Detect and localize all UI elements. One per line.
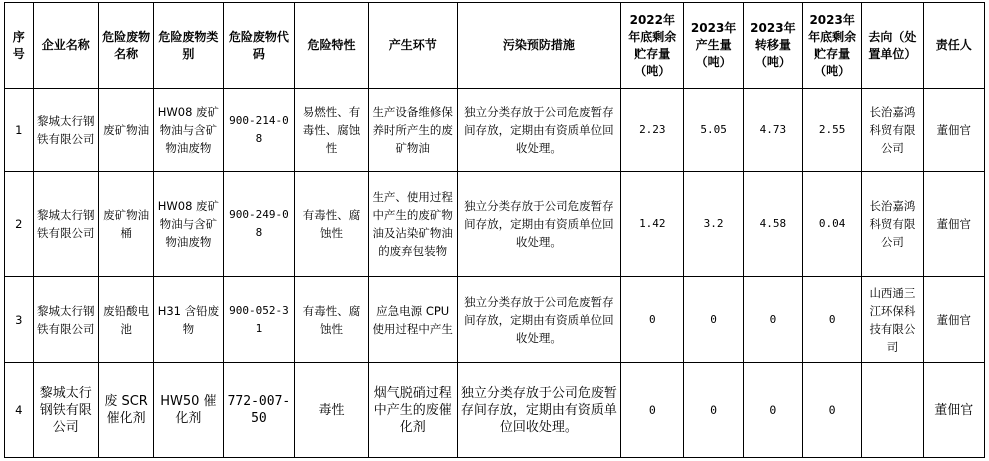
header-prevention: 污染预防措施 [457, 3, 621, 89]
header-waste-name: 危险废物名称 [99, 3, 154, 89]
header-produced-2023: 2023年产生量（吨） [684, 3, 743, 89]
cell-prevention: 独立分类存放于公司危废暂存间存放，定期由有资质单位回收处理。 [457, 277, 621, 363]
cell-hazard: 有毒性、腐蚀性 [295, 277, 369, 363]
cell-prevention: 独立分类存放于公司危废暂存间存放，定期由有资质单位回收处理。 [457, 363, 621, 458]
cell-waste-code: 900-214-08 [223, 89, 295, 172]
table-row [5, 172, 985, 277]
cell-destination [862, 363, 923, 458]
cell-responsible: 董佃官 [923, 277, 984, 363]
cell-destination: 山西通三江环保科技有限公司 [862, 277, 923, 363]
cell-seq: 4 [5, 363, 34, 458]
cell-source: 应急电源 CPU 使用过程中产生 [368, 277, 457, 363]
header-stock-2023: 2023年年底剩余贮存量（吨） [803, 3, 862, 89]
cell-waste-code: 772-007-50 [223, 363, 295, 458]
table-row [5, 277, 985, 363]
cell-prevention: 独立分类存放于公司危废暂存间存放，定期由有资质单位回收处理。 [457, 172, 621, 277]
cell-stock-2023: 2.55 [803, 89, 862, 172]
cell-company: 黎城太行钢铁有限公司 [33, 277, 98, 363]
cell-produced-2023: 0 [684, 363, 743, 458]
cell-stock-2023: 0 [803, 277, 862, 363]
cell-waste-name: 废铅酸电池 [99, 277, 154, 363]
cell-stock-2022: 0 [621, 277, 684, 363]
cell-destination: 长治嘉鸿科贸有限公司 [862, 172, 923, 277]
cell-source: 生产设备维修保养时所产生的废矿物油 [368, 89, 457, 172]
header-seq: 序号 [5, 3, 34, 89]
header-stock-2022: 2022年年底剩余贮存量（吨） [621, 3, 684, 89]
cell-responsible: 董佃官 [923, 89, 984, 172]
cell-produced-2023: 0 [684, 277, 743, 363]
cell-source: 生产、使用过程中产生的废矿物油及沾染矿物油的废弃包装物 [368, 172, 457, 277]
cell-transferred-2023: 0 [743, 363, 802, 458]
cell-transferred-2023: 4.58 [743, 172, 802, 277]
cell-source: 烟气脱硝过程中产生的废催化剂 [368, 363, 457, 458]
cell-produced-2023: 3.2 [684, 172, 743, 277]
cell-waste-category: HW08 废矿物油与含矿物油废物 [154, 89, 223, 172]
cell-waste-category: HW08 废矿物油与含矿物油废物 [154, 172, 223, 277]
cell-company: 黎城太行钢铁有限公司 [33, 363, 98, 458]
table-row [5, 89, 985, 172]
cell-waste-name: 废矿物油 [99, 89, 154, 172]
cell-hazard: 易燃性、有毒性、腐蚀性 [295, 89, 369, 172]
cell-stock-2022: 1.42 [621, 172, 684, 277]
cell-destination: 长治嘉鸿科贸有限公司 [862, 89, 923, 172]
header-transferred-2023: 2023年转移量（吨） [743, 3, 802, 89]
header-row [5, 3, 985, 89]
cell-responsible: 董佃官 [923, 172, 984, 277]
table-row [5, 363, 985, 458]
cell-stock-2022: 0 [621, 363, 684, 458]
header-waste-code: 危险废物代码 [223, 3, 295, 89]
cell-responsible: 董佃官 [923, 363, 984, 458]
header-source: 产生环节 [368, 3, 457, 89]
header-hazard: 危险特性 [295, 3, 369, 89]
cell-waste-name: 废 SCR 催化剂 [99, 363, 154, 458]
header-destination: 去向（处置单位） [862, 3, 923, 89]
cell-seq: 3 [5, 277, 34, 363]
cell-stock-2022: 2.23 [621, 89, 684, 172]
cell-waste-code: 900-249-08 [223, 172, 295, 277]
cell-stock-2023: 0.04 [803, 172, 862, 277]
cell-transferred-2023: 0 [743, 277, 802, 363]
cell-hazard: 有毒性、腐蚀性 [295, 172, 369, 277]
cell-company: 黎城太行钢铁有限公司 [33, 172, 98, 277]
cell-stock-2023: 0 [803, 363, 862, 458]
cell-waste-code: 900-052-31 [223, 277, 295, 363]
cell-seq: 2 [5, 172, 34, 277]
cell-hazard: 毒性 [295, 363, 369, 458]
cell-produced-2023: 5.05 [684, 89, 743, 172]
cell-prevention: 独立分类存放于公司危废暂存间存放，定期由有资质单位回收处理。 [457, 89, 621, 172]
hazardous-waste-table [4, 2, 985, 458]
cell-transferred-2023: 4.73 [743, 89, 802, 172]
cell-waste-category: H31 含铅废物 [154, 277, 223, 363]
header-company: 企业名称 [33, 3, 98, 89]
cell-seq: 1 [5, 89, 34, 172]
header-responsible: 责任人 [923, 3, 984, 89]
header-waste-category: 危险废物类别 [154, 3, 223, 89]
cell-waste-name: 废矿物油桶 [99, 172, 154, 277]
cell-waste-category: HW50 催化剂 [154, 363, 223, 458]
cell-company: 黎城太行钢铁有限公司 [33, 89, 98, 172]
